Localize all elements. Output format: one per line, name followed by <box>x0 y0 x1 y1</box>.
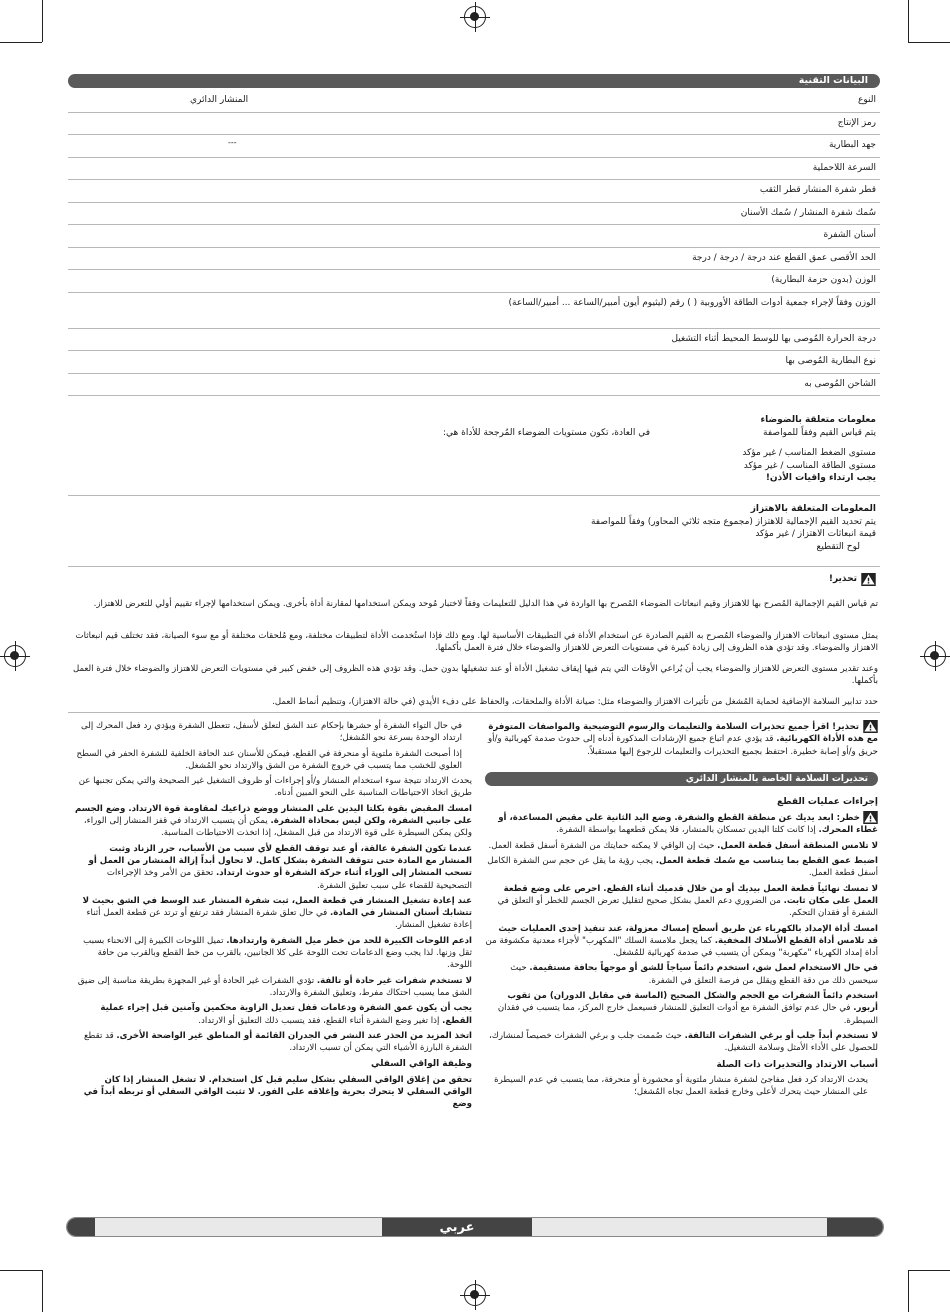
spec-row-type <box>68 90 880 113</box>
divider <box>68 495 880 496</box>
spec-row-battery-voltage <box>68 135 880 158</box>
safety-item: عند إعادة تشغيل المنشار في قطعة العمل، ثبت شفرة المنشار عند الوسط في الشق بحيث لا تتشابك أسنان المنشار في المادة. في حال تعلق شفرة المنشار فقد ترتفع أو ترتد عن قطعة العمل أثناء إعادة تشغيل المنشار. <box>82 895 472 931</box>
registration-mark-icon <box>464 1284 486 1306</box>
spec-row-production-code <box>68 113 880 136</box>
spec-label: جهد البطارية <box>828 140 876 150</box>
vibration-emission-value: قيمة انبعاثات الاهتزاز / غير مؤكد <box>755 529 876 539</box>
warning-paragraph: تم قياس القيم الإجمالية المُصرح بها للاهتزاز وقيم انبعاثات الضوضاء المُصرح بها الواردة في هذا الدليل للتعليمات وفقاً لاختبار مُوحد ويمكن استخدامها لمقارنة أداة بأخرى. ويمكن استخدامها لإجراء تقييم أولي للتعرض للاهتزاز. <box>93 599 878 609</box>
noise-info <box>68 414 880 485</box>
safety-item: امسك المقبض بقوة بكلتا اليدين على المنشار ووضع ذراعيك لمقاومة قوة الارتداد. وضع الجسم على جانبي الشفرة، ولكن ليس بمحاذاة الشفرة. يمكن أن يتسبب الارتداد في قفز المنشار إلى الوراء، ولكن يمكن السيطرة على قوة الارتداد من قبل المشغل، إذا اتخذت الاحتياطات المناسبة. <box>74 803 472 839</box>
spec-label: الوزن وفقاً لإجراء جمعية أدوات الطاقة الأوروبية ( ) رقم (ليثيوم أيون أمبير/الساعة ... أمبير/الساعة) <box>508 297 876 308</box>
noise-weighted-text: في العادة، تكون مستويات الضوضاء المُرجحة للأداة هي: <box>443 427 650 438</box>
warning-triangle-icon <box>863 811 878 824</box>
spec-row-blade-teeth <box>68 225 880 248</box>
page-footer <box>66 1217 884 1237</box>
crop-mark <box>0 1270 42 1271</box>
lower-guard-heading: وظيفة الواقي السفلي <box>370 1059 472 1070</box>
spec-row-epta-weight <box>68 293 880 329</box>
spec-row-blade-thickness <box>68 203 880 226</box>
kickback-bullet: يحدث الارتداد كرد فعل مفاجئ لشفرة منشار ملتوية أو محشورة أو منحرفة، مما يتسبب في عدم السيطرة على المنشار حيث يتحرك لأعلى وخارج قطعة العمل تجاه المُشغل؛ <box>494 1074 868 1098</box>
cutting-procedures-heading: إجراءات عمليات القطع <box>776 796 878 807</box>
spec-row-weight <box>68 270 880 293</box>
spec-table <box>68 90 880 396</box>
spec-label: الوزن (بدون حزمة البطارية) <box>771 275 876 285</box>
divider <box>68 712 880 713</box>
spec-row-battery-type <box>68 351 880 374</box>
spec-label: أسنان الشفرة <box>823 230 876 240</box>
noise-standard-text: يتم قياس القيم وفقاً للمواصفة <box>763 427 876 438</box>
spec-row-blade-diameter <box>68 180 880 203</box>
safety-item: استخدم دائماً الشفرات مع الحجم والشكل الصحيح (الماسة في مقابل الدوران) من ثقوب أربور. في حال عدم توافق الشفرة مع أدوات التعليق للمنشار فسيعمل خارج المركز، مما يتسبب في فقدان السيطرة. <box>497 991 878 1026</box>
crop-mark <box>908 1270 909 1312</box>
spec-label: درجة الحرارة المُوصى بها للوسط المحيط أثناء التشغيل <box>671 333 876 344</box>
warning-triangle-icon <box>863 720 878 733</box>
spec-row-no-load-speed <box>68 158 880 181</box>
warning-triangle-icon <box>861 573 876 586</box>
general-warning-text: قد يؤدي عدم اتباع جميع الإرشادات المذكورة أدناه إلى حدوث صدمة كهربائية و/أو حريق و/أو إصابة خطيرة. احتفظ بجميع التحذيرات والتعليمات للرجوع إليها مستقبلاً. <box>487 734 878 757</box>
safety-item: اتخذ المزيد من الحذر عند النشر في الجدران القائمة أو المناطق غير الواضحة الأخرى. قد تقطع الشفرة البارزة الأشياء التي يمكن أن تسبب الارتداد. <box>83 1030 472 1054</box>
spec-label: الشاحن المُوصى به <box>804 378 876 389</box>
left-column <box>74 720 472 1114</box>
crop-mark <box>42 1270 43 1312</box>
safety-item: في حال الاستخدام لعمل شق، استخدم دائماً سياجاً للشق أو موجهاً بحافة مستقيمة. حيث سيحسن ذلك من دقة القطع ويقلل من فرصة التعلق في الشفرة. <box>510 963 878 986</box>
spec-row-ambient-temp <box>68 329 880 352</box>
tech-data-header: البيانات التقنية <box>68 74 880 88</box>
right-column <box>485 720 878 1101</box>
spec-value: المنشار الدائري <box>190 95 249 105</box>
spec-label: السرعة اللاحملية <box>812 162 876 173</box>
spec-row-max-cut-depth <box>68 248 880 271</box>
safety-item: امسك أداة الإمداد بالكهرباء عن طريق أسطح إمساك معزولة، عند تنفيذ إحدى العمليات حيث قد تلامس أداة القطع الأسلاك المخفية. كما يجعل ملامسة السلك "المكهرب" لأجزاء معدنية مكشوفة من أداة إمداد الكهرباء "مكهربة" ويمكن أن يتسبب في صدمة كهربائية للمُشغل. <box>485 923 878 959</box>
kickback-paragraph: يحدث الارتداد نتيجة سوء استخدام المنشار و/أو إجراءات أو ظروف التشغيل غير الصحيحة والتي يمكن تجنبها عن طريق اتخاذ الاحتياطات المناسبة على النحو المبين أدناه. <box>78 776 472 799</box>
crop-mark <box>0 42 42 43</box>
sound-pressure-level: مستوى الضغط المناسب / غير مؤكد <box>742 448 876 458</box>
cutting-board-label: لوح التقطيع <box>816 541 860 552</box>
safety-item: عندما تكون الشفرة عالقة، أو عند توقف القطع لأي سبب من الأسباب، حرر الزناد وثبت المنشار مع المادة حتى تتوقف الشفرة بشكل كامل. لا تحاول أبداً إزالة المنشار من العمل أو تسحب المنشار إلى الوراء أثناء حركة الشفرة أو حدوث ارتداد. تحقق من الأمر وخذ الإجراءات التصحيحية للقضاء على سبب تعليق الشفرة. <box>88 843 472 891</box>
registration-mark-icon <box>924 645 946 667</box>
ear-protection-notice: يجب ارتداء واقيات الأذن! <box>765 473 876 483</box>
general-warning <box>485 720 878 758</box>
kickback-bullet: إذا أصبحت الشفرة ملتوية أو منحرفة في القطع، فيمكن للأسنان عند الحافة الخلفية للشفرة الحفر في السطح العلوي للخشب مما يتسبب في خروج الشفرة من الشق والارتداد نحو المُشغل. <box>76 748 462 771</box>
crop-mark <box>908 0 909 42</box>
safety-item: لا تستخدم شفرات غير حادة أو تالفة. تؤدي الشفرات غير الحادة أو غير المجهزة بطريقة مناسبة إلى ضيق الشق مما يسبب احتكاك مفرط، وتعليق الشفرة والارتداد. <box>77 975 472 998</box>
spec-label: النوع <box>858 95 876 105</box>
warning-paragraph: حدد تدابير السلامة الإضافية لحماية المُشغل من تأثيرات الاهتزاز والضوضاء مثل: صيانة الأداة والملحقات، والحفاظ على دفء الأيدي (في حالة الاهتزاز)، وتنظيم أنماط العمل. <box>272 697 878 707</box>
warning-paragraph: وعند تقدير مستوى التعرض للاهتزاز والضوضاء يجب أن يُراعي الأوقات التي يتم فيها إيقاف تشغيل الأداة أو عند تشغيلها بدون حمل. وقد تؤدي هذه الظروف إلى خفض كبير في مستويات التعرض للاهتزاز والضوضاء خلال فترة العمل بأكملها. <box>72 664 878 687</box>
registration-mark-icon <box>464 6 486 28</box>
vibration-title: المعلومات المتعلقة بالاهتزاز <box>750 504 876 514</box>
footer-left-cap <box>67 1218 95 1236</box>
safety-item: تحقق من إغلاق الواقي السفلي بشكل سليم قبل كل استخدام. لا تشغل المنشار إذا كان الواقي السفلي لا يتحرك بحرية وإغلاقه على الفور. لا تثبت الواقي السفلي أو تربطه أبداً في وضع <box>83 1074 472 1110</box>
safety-item: لا تمسك نهائياً قطعة العمل بيديك أو من خلال قدميك أثناء القطع. احرص على وضع قطعة العمل على مكان ثابت. من الضروري دعم العمل بشكل صحيح لتقليل تعرض الجسم للخطر أو التعلق في الشفرة أو فقدان التحكم. <box>497 883 878 919</box>
safety-item: لا تستخدم أبداً جلب أو برغي الشفرات التالفة. حيث صُممت جلب و برغي الشفرات خصيصاً لمنشارك، للحصول على الأداء الأمثل وسلامة التشغيل. <box>489 1030 878 1054</box>
language-label: عربي <box>382 1218 532 1236</box>
dc-symbol: --- <box>228 138 237 147</box>
safety-item: لا تلامس المنطقة أسفل قطعة العمل. حيث إن الواقي لا يمكنه حمايتك من الشفرة أسفل قطعة العمل. <box>488 840 878 851</box>
circular-saw-safety-bar: تحذيرات السلامة الخاصة بالمنشار الدائري <box>485 772 878 786</box>
safety-item: خطر: ابعد يديك عن منطقة القطع والشفرة. وضع اليد الثانية على مقبض المساعدة، أو غطاء المحرك. إذا كانت كلتا اليدين تمسكان بالمنشار، فلا يمكن قطعهما بواسطة الشفرة. <box>498 813 878 836</box>
spec-label: نوع البطارية المُوصى بها <box>785 356 876 366</box>
vibration-info <box>68 503 880 553</box>
registration-mark-icon <box>4 645 26 667</box>
footer-right-cap <box>827 1218 883 1236</box>
crop-mark <box>908 1270 950 1271</box>
safety-item: اضبط عمق القطع بما يتناسب مع سُمك قطعة العمل. يجب رؤية ما يقل عن حجم سن الشفرة الكامل أسفل قطعة العمل. <box>487 856 878 879</box>
divider <box>68 566 880 567</box>
crop-mark <box>42 0 43 42</box>
spec-row-charger <box>68 374 880 397</box>
warning-paragraph: يمثل مستوى انبعاثات الاهتزاز والضوضاء المُصرح به القيم الصادرة عن استخدام الأداة في التطبيقات الأساسية لها. ومع ذلك فإذا استُخدمت الأداة لتطبيقات مختلفة، ومع مُلحقات مختلفة أو مع سوء الصيانة، فقد تختلف قيم انبعاثات الاهتزاز والضوضاء. وقد تؤدي هذه الظروف إلى زيادة كبيرة في مستويات التعرض للاهتزاز والضوضاء خلال فترة العمل بأكملها. <box>75 631 878 654</box>
vibration-standard-text: يتم تحديد القيم الإجمالية للاهتزاز (مجموع متجه ثلاثي المحاور) وفقاً للمواصفة <box>590 516 876 527</box>
spec-label: قطر شفرة المنشار قطر الثقب <box>759 185 876 195</box>
safety-item: ادعم اللوحات الكبيرة للحد من خطر ميل الشفرة وارتدادها. تميل اللوحات الكبيرة إلى الانحناء بسبب ثقل وزنها. لذا يجب وضع الدعامات تحت اللوحة على كلا الجانبين، بالقرب من خط القطع وبالقرب من حافة اللوحة. <box>83 935 472 971</box>
kickback-bullet: في حال التواء الشفرة أو حشرها بإحكام عند الشق لتعلق لأسفل، تتعطل الشفرة ويؤدي رد فعل المحرك إلى ارتداد الوحدة بسرعة نحو المُشغل؛ <box>81 721 462 744</box>
crop-mark <box>908 42 950 43</box>
general-warning-lead: تحذير! اقرأ جميع تحذيرات السلامة والتعليمات والرسوم التوضيحية والمواصفات المتوفرة مع هذه الأداة الكهربائية. <box>488 722 878 745</box>
warning-heading <box>68 573 880 589</box>
spec-label: سُمك شفرة المنشار / سُمك الأسنان <box>740 207 876 218</box>
warning-title: تحذير! <box>828 574 857 585</box>
spec-label: رمز الإنتاج <box>837 117 876 128</box>
kickback-heading: أسباب الارتداد والتحذيرات ذات الصلة <box>716 1059 878 1070</box>
sound-power-level: مستوى الطاقة المناسب / غير مؤكد <box>743 460 876 471</box>
safety-item: يجب أن يكون عمق الشفرة ودعامات قفل تعديل الزاوية محكمين وآمنين قبل إجراء عملية القطع. إذا تغير وضع الشفرة أثناء القطع، فقد يتسبب ذلك التعليق أو الارتداد. <box>100 1003 472 1026</box>
spec-label: الحد الأقصى عمق القطع عند درجة / درجة / درجة <box>692 252 876 263</box>
noise-title: معلومات متعلقة بالضوضاء <box>760 415 876 425</box>
